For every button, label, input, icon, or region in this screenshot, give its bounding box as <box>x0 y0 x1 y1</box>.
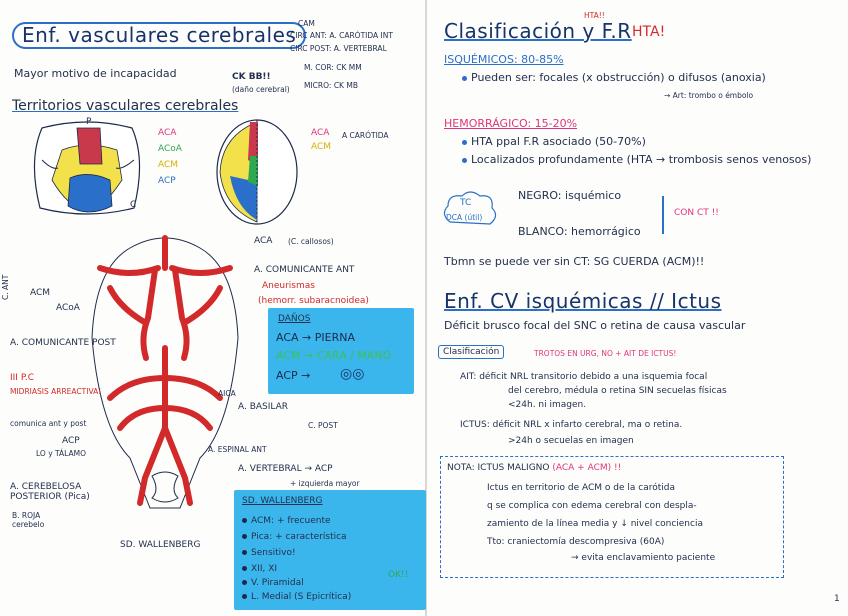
nota-l2: q se complica con edema cerebral con despla- <box>487 501 697 511</box>
trotos-note: TROTOS EN URG, NO + AIT DE ICTUS! <box>534 349 677 358</box>
label-acp: ACP <box>62 436 80 446</box>
wallenberg-item-1: Pica: + característica <box>242 532 347 542</box>
label-iii-pc: III P.C <box>10 373 34 383</box>
label-callosos: (C. callosos) <box>288 237 334 246</box>
subtitle: Mayor motivo de incapacidad <box>14 67 177 80</box>
legend-acoa: ACoA <box>158 144 182 154</box>
label-aca: ACA <box>254 236 273 246</box>
wallenberg-card <box>234 490 426 610</box>
label-ld-talamo: LO y TÁLAMO <box>36 449 87 458</box>
label-b-roja: B. ROJA cerebelo <box>12 511 45 529</box>
clasificacion-box: Clasificación <box>438 345 504 359</box>
label-acm: ACM <box>30 288 51 298</box>
circ-post-note: CIRC POST: A. VERTEBRAL <box>290 44 387 53</box>
label-izquierda: + izquierda mayor <box>290 479 360 488</box>
right-legend-acm: ACM <box>311 142 332 152</box>
danos-title: DAÑOS <box>278 314 311 324</box>
label-comunica: comunica ant y post <box>10 419 87 428</box>
ck-bb-subnote: (daño cerebral) <box>232 85 290 94</box>
bracket <box>662 196 664 234</box>
cam-note: CAM <box>298 19 315 28</box>
tbmn-line: Tbmn se puede ver sin CT: SG CUERDA (ACM)!! <box>444 255 705 268</box>
nota-title: NOTA: ICTUS MALIGNO (ACA + ACM) !! <box>447 463 622 473</box>
deficit-line: Déficit brusco focal del SNC o retina de causa vascular <box>444 319 746 332</box>
page-title-left: Enf. vasculares cerebrales <box>12 22 306 49</box>
label-a-basilar: A. BASILAR <box>238 402 289 412</box>
nota-l4: Tto: craniectomía descompresiva (60A) <box>487 537 665 547</box>
brain-axial-diagram <box>212 116 302 228</box>
hem-sub-1: HTA ppal F.R asociado (50-70%) <box>462 136 646 149</box>
ait-l1: AIT: déficit NRL transitorio debido a una isquemia focal <box>460 372 708 382</box>
territorios-title: Territorios vasculares cerebrales <box>12 98 239 114</box>
micro-note: MICRO: CK MB <box>304 81 358 90</box>
con-ct-label: CON CT !! <box>674 208 719 218</box>
carotida-label: A CARÓTIDA <box>342 131 389 140</box>
page-number: 1 <box>834 594 840 604</box>
label-a-comunicante-ant: A. COMUNICANTE ANT <box>254 265 355 275</box>
danos-acm: ACM → CARA / MANO <box>276 349 392 362</box>
isq-sub-1: Pueden ser: focales (x obstrucción) o difusos (anoxia) <box>462 72 766 85</box>
label-midriasis: MIDRIASIS ARREACTIVA! <box>10 387 102 396</box>
nota-l1: Ictus en territorio de ACM o de la carótida <box>487 483 676 493</box>
legend-acp: ACP <box>158 176 176 186</box>
isquemicos-heading: ISQUÉMICOS: 80-85% <box>444 53 564 66</box>
label-aica: AICA <box>218 389 236 398</box>
label-aneurismas: Aneurismas <box>262 281 315 291</box>
circle-of-willis-diagram <box>70 228 260 518</box>
tc-sub-label: DCA (útil) <box>446 213 483 222</box>
wallenberg-item-4: V. Piramidal <box>242 578 304 588</box>
isq-sub-2: → Art: trombo o émbolo <box>664 91 754 100</box>
blanco-label: BLANCO: hemorrágico <box>518 225 641 238</box>
label-acoa: ACoA <box>56 303 80 313</box>
hta-note: HTA!! <box>584 11 605 20</box>
legend-acm: ACM <box>158 160 179 170</box>
hem-sub-2: Localizados profundamente (HTA → trombosis senos venosos) <box>462 154 832 167</box>
label-a-vertebral: A. VERTEBRAL → ACP <box>238 464 333 474</box>
legend-aca: ACA <box>158 128 177 138</box>
label-p: P <box>86 117 92 127</box>
page-title-right: Clasificación y F.R <box>444 19 632 43</box>
right-legend-aca: ACA <box>311 128 330 138</box>
eyes-icon: ◎◎ <box>340 366 365 382</box>
danos-card <box>268 308 414 394</box>
wallenberg-item-2: Sensitivo! <box>242 548 296 558</box>
nota-l5: → evita enclavamiento paciente <box>571 553 716 563</box>
label-a-cerebelosa: A. CEREBELOSA POSTERIOR (Pica) <box>10 482 90 503</box>
ok-note: OK!! <box>388 570 409 580</box>
ictus-l1: ICTUS: déficit NRL x infarto cerebral, ma o retina. <box>460 420 683 430</box>
nota-box <box>440 456 784 578</box>
label-c-post: C. POST <box>308 421 338 430</box>
tc-label: TC <box>460 198 472 208</box>
label-c-ant: C. ANT <box>1 274 10 300</box>
label-espinal-ant: A. ESPINAL ANT <box>208 445 267 454</box>
m-cor-note: M. COR: CK MM <box>304 63 362 72</box>
hemorragico-heading: HEMORRÁGICO: 15-20% <box>444 117 578 130</box>
wallenberg-title: SD. WALLENBERG <box>242 496 323 506</box>
ait-l2: del cerebro, médula o retina SIN secuelas físicas <box>508 386 727 396</box>
danos-aca: ACA → PIERNA <box>276 331 355 344</box>
negro-label: NEGRO: isquémico <box>518 189 622 202</box>
ck-bb-note: CK BB!! <box>232 72 271 82</box>
tc-cloud-icon <box>440 188 500 232</box>
wallenberg-item-5: L. Medial (S Epicrítica) <box>242 592 351 602</box>
circ-ant-note: CIRC ANT: A. CARÓTIDA INT <box>290 31 393 40</box>
wallenberg-item-3: XII, XI <box>242 564 277 574</box>
nota-l3: zamiento de la línea media y ↓ nivel conciencia <box>487 519 703 529</box>
label-c: C <box>130 200 137 210</box>
ait-l3: <24h. ni imagen. <box>508 400 587 410</box>
wallenberg-item-0: ACM: + frecuente <box>242 516 331 526</box>
hta-label: HTA! <box>632 24 666 40</box>
ictus-l2: >24h o secuelas en imagen <box>508 436 634 446</box>
label-hemorr: (hemorr. subaracnoidea) <box>258 296 369 306</box>
danos-acp: ACP → <box>276 369 311 382</box>
ictus-title: Enf. CV isquémicas // Ictus <box>444 289 722 313</box>
label-sd-wallenberg: SD. WALLENBERG <box>120 540 201 550</box>
label-a-comunicante-post: A. COMUNICANTE POST <box>10 338 116 348</box>
